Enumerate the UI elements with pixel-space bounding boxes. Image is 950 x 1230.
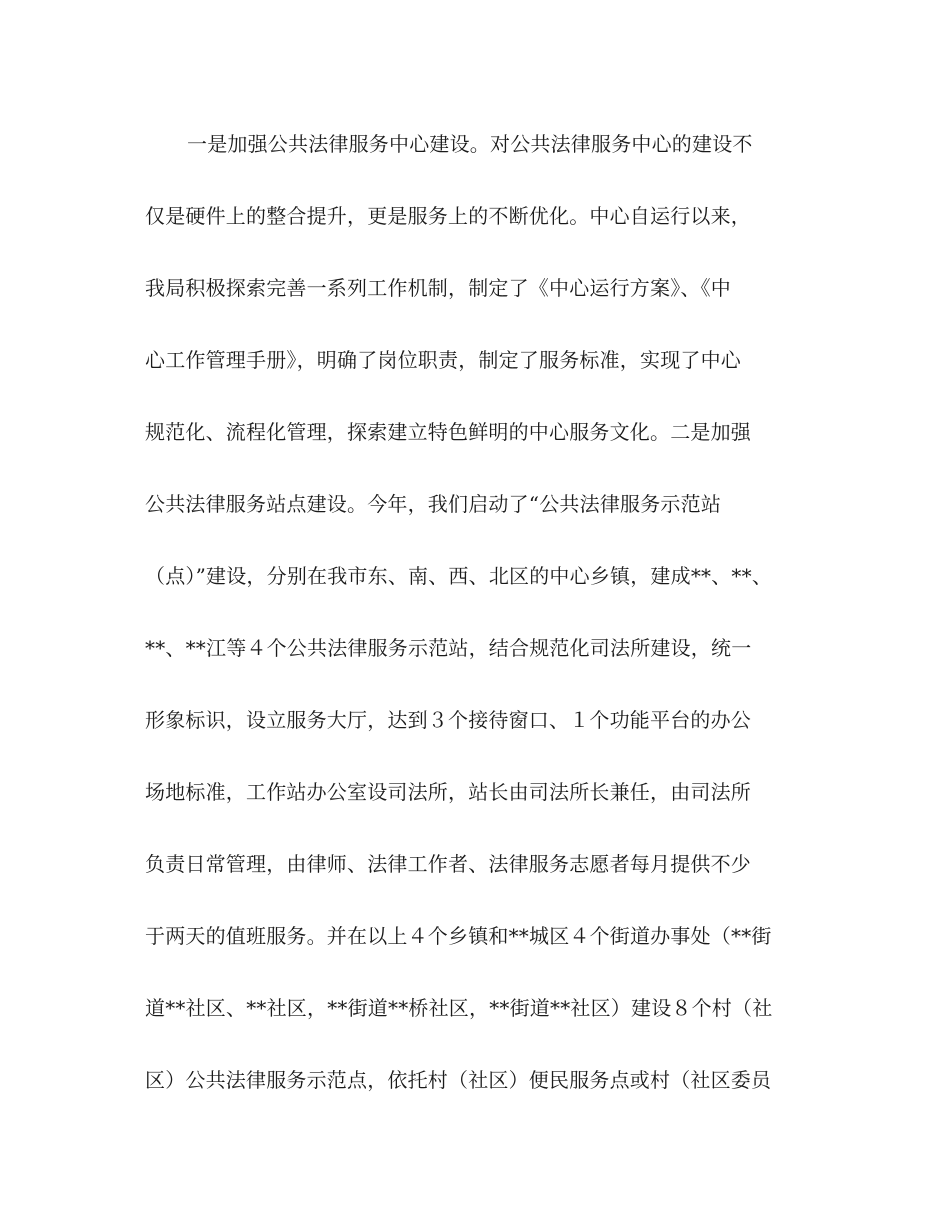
- paragraph-line-7: （点）”建设，分别在我市东、南、西、北区的中心乡镇，建成**、**、: [145, 564, 773, 588]
- paragraph-line-8: **、**江等４个公共法律服务示范站，结合规范化司法所建设，统一: [145, 636, 752, 660]
- paragraph-line-14: 区）公共法律服务示范点，依托村（社区）便民服务点或村（社区委员: [145, 1068, 772, 1092]
- paragraph-line-10: 场地标准，工作站办公室设司法所，站长由司法所长兼任，由司法所: [145, 780, 751, 804]
- paragraph-line-12: 于两天的值班服务。并在以上４个乡镇和**城区４个街道办事处（**街: [145, 924, 772, 948]
- paragraph-line-13: 道**社区、**社区，**街道**桥社区，**街道**社区）建设８个村（社: [145, 996, 773, 1020]
- paragraph-line-9: 形象标识，设立服务大厅，达到３个接待窗口、１个功能平台的办公: [145, 708, 751, 732]
- paragraph-line-11: 负责日常管理，由律师、法律工作者、法律服务志愿者每月提供不少: [145, 852, 751, 876]
- paragraph-line-1: 一是加强公共法律服务中心建设。对公共法律服务中心的建设不: [187, 132, 753, 156]
- paragraph-line-5: 规范化、流程化管理，探索建立特色鲜明的中心服务文化。二是加强: [145, 420, 751, 444]
- paragraph-line-3: 我局积极探索完善一系列工作机制，制定了《中心运行方案》、《中: [145, 276, 731, 300]
- paragraph-line-6: 公共法律服务站点建设。今年，我们启动了“公共法律服务示范站: [145, 492, 722, 516]
- paragraph-line-2: 仅是硬件上的整合提升，更是服务上的不断优化。中心自运行以来，: [145, 204, 751, 228]
- paragraph-line-4: 心工作管理手册》，明确了岗位职责，制定了服务标准，实现了中心: [145, 348, 741, 372]
